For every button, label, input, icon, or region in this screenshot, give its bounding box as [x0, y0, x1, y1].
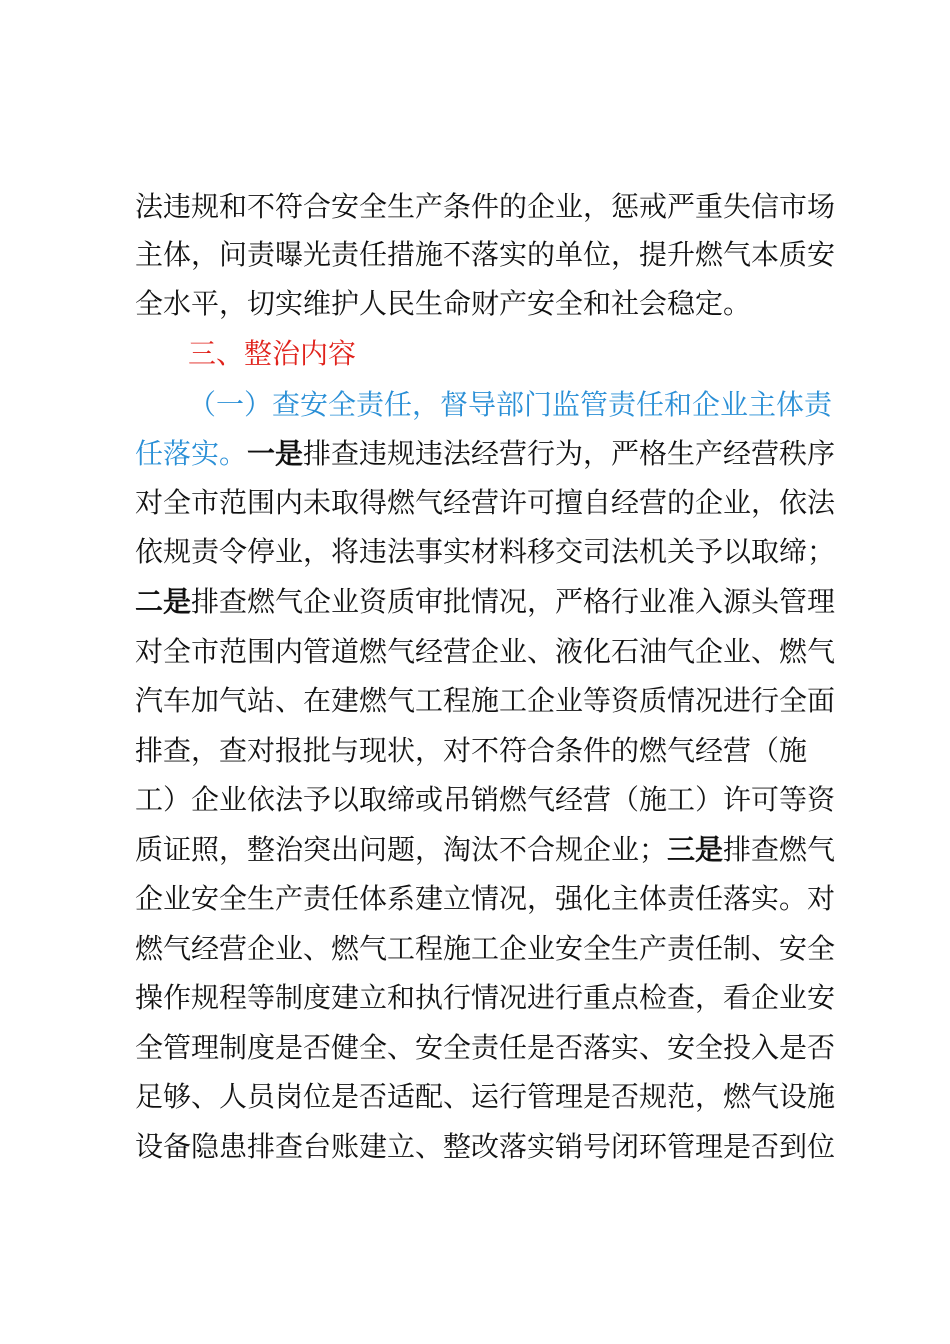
text-line	[135, 582, 835, 622]
bold-marker: 二是	[135, 585, 192, 618]
text-segment: 主体，问责曝光责任措施不落实的单位，提升燃气本质安	[135, 238, 836, 271]
text-line	[135, 1028, 835, 1068]
text-line	[135, 632, 835, 672]
text-line	[135, 830, 835, 870]
text-segment: 全水平，切实维护人民生命财产安全和社会稳定。	[135, 287, 752, 320]
text-line	[135, 1077, 835, 1117]
text-line	[135, 532, 835, 572]
text-segment: 企业安全生产责任体系建立情况，强化主体责任落实。对	[135, 882, 836, 915]
text-segment: 燃气经营企业、燃气工程施工企业安全生产责任制、安全	[135, 932, 836, 965]
text-line	[135, 929, 835, 969]
text-segment: 排查，查对报批与现状，对不符合条件的燃气经营（施	[135, 734, 808, 767]
text-line	[135, 681, 835, 721]
subsection-heading	[188, 385, 832, 425]
section-heading-text: 三、整治内容	[188, 337, 357, 370]
text-line	[135, 879, 835, 919]
text-segment: 对全市范围内管道燃气经营企业、液化石油气企业、燃气	[135, 635, 836, 668]
text-line	[135, 284, 751, 324]
text-line	[135, 731, 807, 771]
text-segment: 工）企业依法予以取缔或吊销燃气经营（施工）许可等资	[135, 783, 836, 816]
text-segment: 设备隐患排查台账建立、整改落实销号闭环管理是否到位	[135, 1130, 836, 1163]
section-heading	[188, 334, 356, 374]
text-line	[135, 1127, 835, 1167]
text-line	[135, 434, 835, 474]
text-line	[135, 978, 835, 1018]
text-segment: 足够、人员岗位是否适配、运行管理是否规范，燃气设施	[135, 1080, 836, 1113]
subsection-heading-text: （一）查安全责任，督导部门监管责任和企业主体责	[188, 388, 833, 421]
text-segment: 依规责令停业，将违法事实材料移交司法机关予以取缔；	[135, 535, 836, 568]
text-segment: 操作规程等制度建立和执行情况进行重点检查，看企业安	[135, 981, 836, 1014]
text-line	[135, 483, 835, 523]
text-segment: 排查违规违法经营行为，严格生产经营秩序	[303, 437, 836, 470]
text-line	[135, 235, 835, 275]
text-line	[135, 780, 835, 820]
text-segment: 全管理制度是否健全、安全责任是否落实、安全投入是否	[135, 1031, 836, 1064]
text-segment: 质证照，整治突出问题，淘汰不合规企业；	[135, 833, 668, 866]
text-segment: 排查燃气	[723, 833, 836, 866]
text-segment: 排查燃气企业资质审批情况，严格行业准入源头管理	[191, 585, 836, 618]
bold-marker: 三是	[667, 833, 724, 866]
subsection-heading-tail: 任落实。	[135, 437, 248, 470]
text-segment: 法违规和不符合安全生产条件的企业，惩戒严重失信市场	[135, 190, 836, 223]
text-line	[135, 187, 835, 227]
bold-marker: 一是	[247, 437, 304, 470]
text-segment: 对全市范围内未取得燃气经营许可擅自经营的企业，依法	[135, 486, 836, 519]
text-segment: 汽车加气站、在建燃气工程施工企业等资质情况进行全面	[135, 684, 836, 717]
